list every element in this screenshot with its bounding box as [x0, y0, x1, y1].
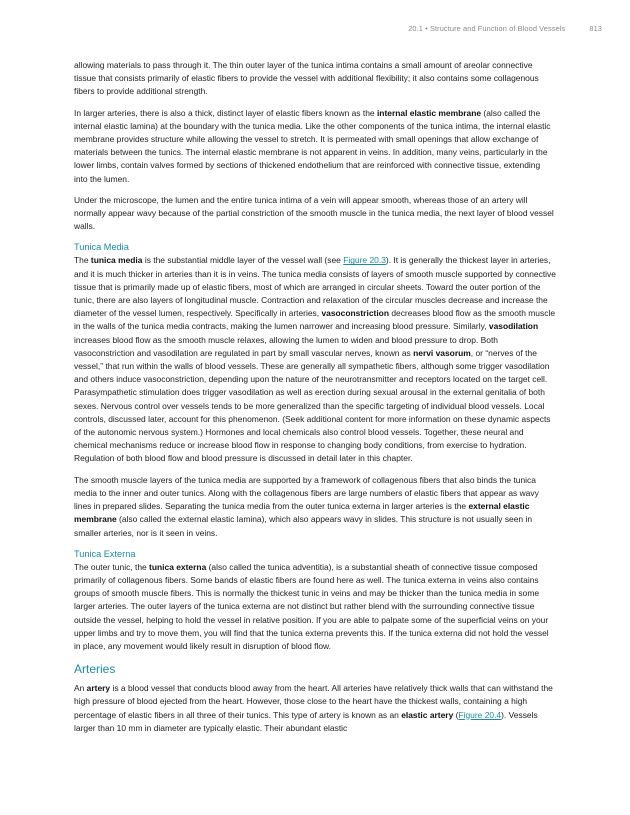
- text-span: decreases blood flow as the smooth muscle in the walls of the tunica media contracts, making the lumen narrower and increasing blood pressure. Similarly,: [74, 308, 556, 332]
- paragraph-tunica-media: [74, 254, 556, 465]
- paragraph-microscope: Under the microscope, the lumen and the entire tunica intima of a vein will appear smooth, whereas those of an artery will normally appear wavy because of the partial constriction of the smooth muscle in the tunica media, the next layer of blood vessel walls.: [74, 194, 554, 232]
- heading-tunica-media: Tunica Media: [74, 242, 129, 253]
- heading-arteries: Arteries: [74, 662, 116, 677]
- key-term-artery: artery: [86, 683, 111, 694]
- key-term-vasoconstriction: vasoconstriction: [321, 308, 389, 319]
- text-span: is a blood vessel that conducts blood away from the heart. All arteries have relatively thick walls that can withstand the high pressure of blood ejected from the heart. However, those close to the heart have the thickest walls, containing a high percentage of elastic fibers in all three of their tunics. This type of artery is known as an: [74, 683, 553, 720]
- text-span: In larger arteries, there is also a thick, distinct layer of elastic fibers known as the: [74, 107, 377, 118]
- text-span: The outer tunic, the: [74, 561, 150, 572]
- page-number: 813: [589, 24, 602, 33]
- text-span: ). Vessels larger than 10 mm in diameter are typically elastic. Their abundant elastic: [74, 709, 538, 733]
- key-term-tunica-externa: tunica externa: [149, 561, 207, 572]
- heading-tunica-externa: Tunica Externa: [74, 548, 136, 559]
- paragraph-tunica-intima-continued: allowing materials to pass through it. The thin outer layer of the tunica intima contains a small amount of areolar connective tissue that consists primarily of elastic fibers to provide the vessel with additional flexibility; it also contains some collagenous fibers to provide additional strength.: [74, 60, 539, 97]
- page-content: [74, 59, 556, 743]
- text-span: (also called the external elastic lamina), which also appears wavy in slides. This structure is not usually seen in smaller arteries, nor is it seen in veins.: [74, 514, 533, 538]
- paragraph-arteries: [74, 682, 556, 735]
- figure-20-3-link[interactable]: Figure 20.3: [343, 255, 386, 266]
- text-span: (also called the tunica adventitia), is a substantial sheath of connective tissue composed primarily of collagenous fibers. Some bands of elastic fibers are found here as well. The tunica externa in veins also contains groups of smooth muscle fibers. This is normally the thickest tunic in veins and may be thicker than the tunica media in some larger arteries. The outer layers of the tunica externa are not distinct but rather blend with the surrounding connective tissue outside the vessel, helping to hold the vessel in relative position. If you are able to palpate some of the superficial veins on your upper limbs and try to move them, you will find that the tunica externa prevents this. If the tunica externa did not hold the vessel in place, any movement would likely result in disruption of blood flow.: [74, 561, 549, 651]
- key-term-nervi-vasorum: nervi vasorum: [413, 347, 471, 358]
- text-span: An: [74, 683, 87, 694]
- paragraph-internal-elastic-membrane: [74, 107, 556, 186]
- section-title: 20.1 • Structure and Function of Blood Vessels: [408, 24, 566, 33]
- text-span: increases blood flow as the smooth muscle relaxes, allowing the lumen to widen and blood pressure to drop. Both vasoconstriction and vasodilation are regulated in part by small vascular nerves, known as: [74, 334, 498, 358]
- key-term-vasodilation: vasodilation: [488, 321, 539, 332]
- text-span: The: [74, 255, 91, 266]
- key-term-external-elastic-membrane: external elastic membrane: [74, 501, 530, 525]
- key-term-tunica-media: tunica media: [90, 255, 143, 266]
- text-span: , or “nerves of the vessel,” that run within the walls of blood vessels. These are generally all sympathetic fibers, although some trigger vasodilation and others induce vasoconstriction, depending upon the nature of the neurotransmitter and receptors located on the target cell. Parasympathetic stimulation does trigger vasodilation as well as erection during sexual arousal in the external genitalia of both sexes. Nervous control over vessels tends to be more generalized than the specific targeting of individual blood vessels. Local controls, discussed later, account for this phenomenon. (Seek additional content for more information on these dynamic aspects of the autonomic nervous system.) Hormones and local chemicals also control blood vessels. Together, these neural and chemical mechanisms reduce or increase blood flow in response to changing body conditions, from exercise to hydration. Regulation of both blood flow and blood pressure is discussed in detail later in this chapter.: [74, 347, 551, 464]
- paragraph-tunica-externa: [74, 561, 556, 653]
- text-span: ). It is generally the thickest layer in arteries, and it is much thicker in arteries than it is in veins. The tunica media consists of layers of smooth muscle supported by connective tissue that is primarily made up of elastic fibers, most of which are arranged in circular sheets. Toward the outer portion of the tunic, there are also layers of longitudinal muscle. Contraction and relaxation of the circular muscles decrease and increase the diameter of the vessel lumen, respectively. Specifically in arteries,: [74, 255, 556, 319]
- paragraph-external-elastic-membrane: [74, 474, 556, 540]
- text-span: is the substantial middle layer of the vessel wall (see: [142, 255, 344, 266]
- running-header: [408, 24, 602, 33]
- text-span: (: [453, 709, 459, 720]
- key-term-elastic-artery: elastic artery: [401, 709, 454, 720]
- figure-20-4-link[interactable]: Figure 20.4: [458, 709, 502, 720]
- key-term-internal-elastic-membrane: internal elastic membrane: [376, 107, 482, 118]
- text-span: The smooth muscle layers of the tunica media are supported by a framework of collagenous fibers that also binds the tunica media to the inner and outer tunics. Along with the collagenous fibers are large numbers of elastic fibers that appear as wavy lines in prepared slides. Separating the tunica media from the outer tunica externa in larger arteries is the: [74, 474, 539, 512]
- text-span: (also called the internal elastic lamina) at the boundary with the tunica media. Like the other components of the tunica intima, the internal elastic membrane provides structure while allowing the vessel to stretch. It is permeated with small openings that allow exchange of materials between the tunics. The internal elastic membrane is not apparent in veins. In addition, many veins, particularly in the lower limbs, contain valves formed by sections of thickened endothelium that are reinforced with connective tissue, extending into the lumen.: [74, 107, 551, 184]
